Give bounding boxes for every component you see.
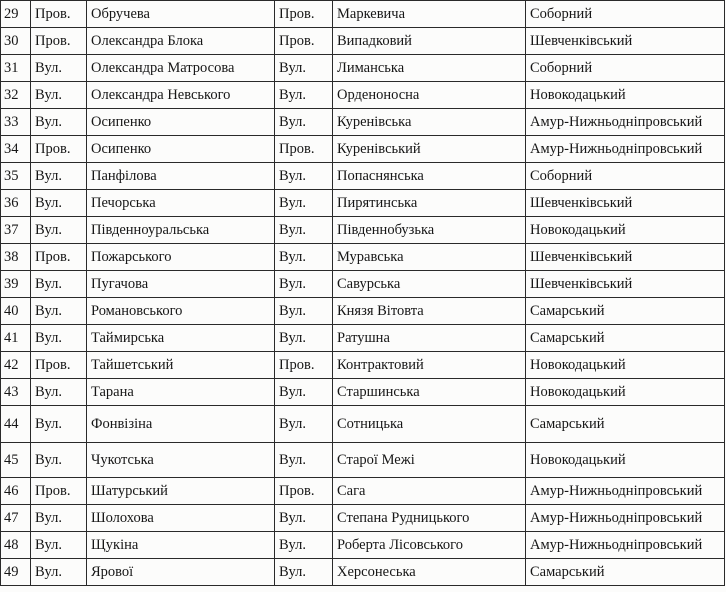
district-name: Новокодацький (526, 82, 725, 109)
row-number: 38 (1, 244, 31, 271)
new-street-type: Вул. (275, 505, 333, 532)
district-name: Амур-Нижньодніпровський (526, 478, 725, 505)
row-number: 44 (1, 406, 31, 443)
old-street-type: Пров. (31, 244, 87, 271)
table-row (1, 379, 725, 406)
new-street-type: Вул. (275, 271, 333, 298)
old-street-name: Щукіна (87, 532, 275, 559)
old-street-type: Вул. (31, 55, 87, 82)
new-street-name: Маркевича (333, 1, 526, 28)
row-number: 31 (1, 55, 31, 82)
new-street-name: Князя Вітовта (333, 298, 526, 325)
table-row (1, 163, 725, 190)
table-row (1, 28, 725, 55)
new-street-type: Вул. (275, 55, 333, 82)
new-street-type: Вул. (275, 163, 333, 190)
district-name: Амур-Нижньодніпровський (526, 136, 725, 163)
new-street-type: Вул. (275, 559, 333, 586)
table-row (1, 1, 725, 28)
row-number: 40 (1, 298, 31, 325)
new-street-name: Попаснянська (333, 163, 526, 190)
old-street-name: Олександра Невського (87, 82, 275, 109)
old-street-type: Вул. (31, 532, 87, 559)
new-street-type: Вул. (275, 406, 333, 443)
table-body (1, 1, 725, 586)
old-street-name: Обручева (87, 1, 275, 28)
district-name: Соборний (526, 163, 725, 190)
district-name: Самарський (526, 559, 725, 586)
new-street-name: Куренівська (333, 109, 526, 136)
table-row (1, 217, 725, 244)
new-street-type: Вул. (275, 532, 333, 559)
district-name: Новокодацький (526, 352, 725, 379)
district-name: Самарський (526, 406, 725, 443)
district-name: Новокодацький (526, 217, 725, 244)
table-row (1, 109, 725, 136)
district-name: Новокодацький (526, 443, 725, 478)
old-street-name: Осипенко (87, 109, 275, 136)
row-number: 29 (1, 1, 31, 28)
old-street-type: Вул. (31, 505, 87, 532)
new-street-name: Ратушна (333, 325, 526, 352)
district-name: Шевченківський (526, 28, 725, 55)
old-street-name: Олександра Блока (87, 28, 275, 55)
old-street-type: Вул. (31, 163, 87, 190)
new-street-name: Савурська (333, 271, 526, 298)
new-street-type: Вул. (275, 109, 333, 136)
old-street-name: Пугачова (87, 271, 275, 298)
old-street-type: Пров. (31, 28, 87, 55)
row-number: 35 (1, 163, 31, 190)
district-name: Амур-Нижньодніпровський (526, 109, 725, 136)
table-row (1, 352, 725, 379)
new-street-type: Вул. (275, 325, 333, 352)
new-street-name: Випадковий (333, 28, 526, 55)
new-street-name: Південнобузька (333, 217, 526, 244)
old-street-type: Вул. (31, 109, 87, 136)
row-number: 36 (1, 190, 31, 217)
row-number: 46 (1, 478, 31, 505)
old-street-name: Тарана (87, 379, 275, 406)
district-name: Новокодацький (526, 379, 725, 406)
old-street-name: Фонвізіна (87, 406, 275, 443)
old-street-type: Вул. (31, 82, 87, 109)
old-street-name: Шатурський (87, 478, 275, 505)
row-number: 42 (1, 352, 31, 379)
district-name: Шевченківський (526, 244, 725, 271)
old-street-type: Вул. (31, 379, 87, 406)
old-street-name: Таймирська (87, 325, 275, 352)
row-number: 45 (1, 443, 31, 478)
table-row (1, 406, 725, 443)
row-number: 41 (1, 325, 31, 352)
new-street-name: Херсонеська (333, 559, 526, 586)
table-row (1, 443, 725, 478)
row-number: 43 (1, 379, 31, 406)
row-number: 34 (1, 136, 31, 163)
table-row (1, 271, 725, 298)
district-name: Амур-Нижньодніпровський (526, 532, 725, 559)
row-number: 37 (1, 217, 31, 244)
old-street-type: Вул. (31, 325, 87, 352)
new-street-name: Контрактовий (333, 352, 526, 379)
new-street-type: Пров. (275, 28, 333, 55)
district-name: Самарський (526, 325, 725, 352)
old-street-type: Вул. (31, 271, 87, 298)
old-street-name: Осипенко (87, 136, 275, 163)
table-row (1, 82, 725, 109)
new-street-name: Роберта Лісовського (333, 532, 526, 559)
new-street-name: Куренівський (333, 136, 526, 163)
old-street-type: Вул. (31, 217, 87, 244)
district-name: Соборний (526, 1, 725, 28)
old-street-name: Панфілова (87, 163, 275, 190)
table-row (1, 325, 725, 352)
old-street-name: Олександра Матросова (87, 55, 275, 82)
row-number: 47 (1, 505, 31, 532)
new-street-name: Сотницька (333, 406, 526, 443)
new-street-type: Пров. (275, 352, 333, 379)
old-street-name: Пожарського (87, 244, 275, 271)
row-number: 30 (1, 28, 31, 55)
district-name: Шевченківський (526, 190, 725, 217)
new-street-name: Старої Межі (333, 443, 526, 478)
new-street-name: Старшинська (333, 379, 526, 406)
row-number: 49 (1, 559, 31, 586)
table-row (1, 136, 725, 163)
new-street-name: Лиманська (333, 55, 526, 82)
table-row (1, 190, 725, 217)
table-row (1, 478, 725, 505)
table-row (1, 55, 725, 82)
table-row (1, 298, 725, 325)
new-street-type: Пров. (275, 478, 333, 505)
table-row (1, 532, 725, 559)
table-row (1, 505, 725, 532)
row-number: 39 (1, 271, 31, 298)
old-street-name: Романовського (87, 298, 275, 325)
old-street-type: Вул. (31, 190, 87, 217)
district-name: Соборний (526, 55, 725, 82)
old-street-type: Вул. (31, 559, 87, 586)
table-row (1, 559, 725, 586)
old-street-name: Печорська (87, 190, 275, 217)
district-name: Шевченківський (526, 271, 725, 298)
new-street-type: Вул. (275, 379, 333, 406)
new-street-type: Вул. (275, 217, 333, 244)
old-street-type: Вул. (31, 298, 87, 325)
old-street-name: Шолохова (87, 505, 275, 532)
row-number: 48 (1, 532, 31, 559)
new-street-name: Степана Рудницького (333, 505, 526, 532)
new-street-name: Пирятинська (333, 190, 526, 217)
old-street-type: Пров. (31, 478, 87, 505)
district-name: Амур-Нижньодніпровський (526, 505, 725, 532)
new-street-type: Пров. (275, 1, 333, 28)
new-street-type: Вул. (275, 82, 333, 109)
old-street-name: Південноуральська (87, 217, 275, 244)
old-street-type: Пров. (31, 136, 87, 163)
old-street-type: Вул. (31, 443, 87, 478)
new-street-name: Муравська (333, 244, 526, 271)
new-street-type: Вул. (275, 443, 333, 478)
new-street-type: Вул. (275, 190, 333, 217)
old-street-name: Тайшетський (87, 352, 275, 379)
old-street-name: Чукотська (87, 443, 275, 478)
new-street-type: Пров. (275, 136, 333, 163)
old-street-name: Ярової (87, 559, 275, 586)
old-street-type: Пров. (31, 1, 87, 28)
new-street-type: Вул. (275, 298, 333, 325)
row-number: 32 (1, 82, 31, 109)
new-street-type: Вул. (275, 244, 333, 271)
new-street-name: Орденоносна (333, 82, 526, 109)
row-number: 33 (1, 109, 31, 136)
table-row (1, 244, 725, 271)
district-name: Самарський (526, 298, 725, 325)
new-street-name: Сага (333, 478, 526, 505)
old-street-type: Пров. (31, 352, 87, 379)
old-street-type: Вул. (31, 406, 87, 443)
